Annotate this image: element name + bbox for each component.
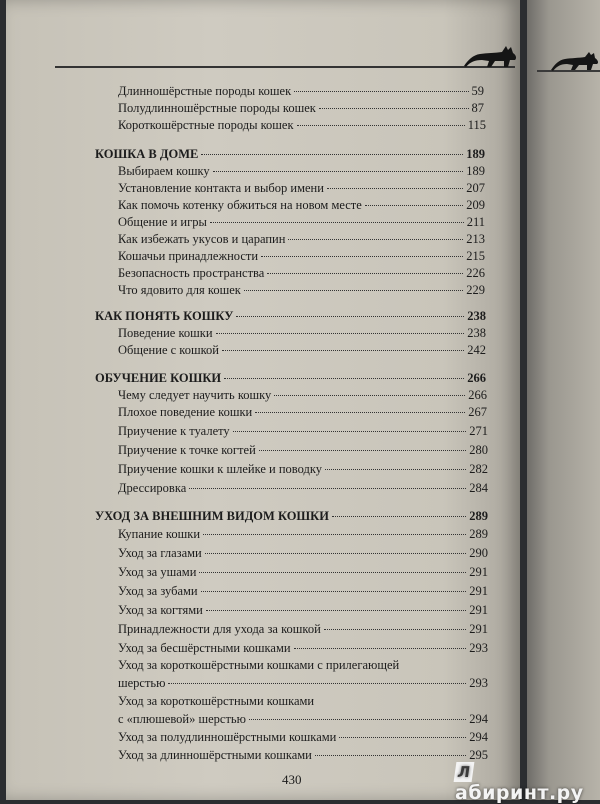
toc-entry-title: Уход за полудлинношёрстными кошками [118,730,337,744]
toc-entry [118,215,485,230]
toc-entry-title: Выбираем кошку [118,164,210,178]
toc-entry-page: 295 [469,748,488,762]
toc-entry [118,118,486,133]
toc-entry-page: 115 [467,118,486,132]
toc-entry-page: 291 [469,622,488,636]
toc-entry [118,84,484,99]
toc-leader-dots [201,591,467,592]
toc-leader-dots [294,648,467,649]
toc-entry [118,266,485,281]
toc-section-title: КАК ПОНЯТЬ КОШКУ [95,309,234,323]
toc-entry [118,603,488,618]
toc-entry-page: 189 [466,164,485,178]
toc-entry [118,101,484,116]
toc-entry [118,326,486,341]
toc-entry-title: Уход за глазами [118,546,202,560]
toc-entry-page: 289 [469,509,488,523]
toc-leader-dots [210,222,464,223]
toc-leader-dots [315,755,466,756]
toc-leader-dots [206,610,466,611]
toc-entry-title: Как помочь котенку обжиться на новом месте [118,198,362,212]
toc-entry [118,424,488,439]
toc-entry [118,584,488,599]
toc-entry [118,249,485,264]
toc-entry-page: 294 [469,712,488,726]
toc-entry-page: 211 [466,215,485,229]
toc-entry-page: 266 [468,388,487,402]
toc-entry-page: 291 [469,584,488,598]
toc-leader-dots [267,273,463,274]
toc-section-heading [95,509,488,524]
toc-entry-title: Уход за когтями [118,603,203,617]
toc-entry [118,164,485,179]
toc-entry-title: Короткошёрстные породы кошек [118,118,294,132]
toc-leader-dots [297,125,465,126]
toc-entry-page: 282 [469,462,488,476]
toc-entry-title: Длинношёрстные породы кошек [118,84,292,98]
toc-leader-dots [213,171,464,172]
toc-entry-title: Безопасность пространства [118,266,265,280]
toc-leader-dots [365,205,463,206]
toc-entry-page: 293 [469,676,488,690]
toc-entry-title: Дрессировка [118,481,187,495]
toc-entry-title: Общение и игры [118,215,207,229]
toc-leader-dots [327,188,463,189]
toc-section-title: ОБУЧЕНИЕ КОШКИ [95,371,222,385]
toc-entry-title: Купание кошки [118,527,201,541]
toc-entry-title: Приучение к туалету [118,424,230,438]
toc-entry-page: 229 [466,283,485,297]
toc-entry-title: Приучение кошки к шлейке и поводку [118,462,323,476]
toc-entry-title: Уход за короткошёрстными кошками с прилегающей [118,658,400,672]
toc-entry-title: шерстью [118,676,166,690]
toc-leader-dots [236,316,464,317]
toc-entry [118,443,488,458]
toc-entry-title: Установление контакта и выбор имени [118,181,324,195]
toc-entry-continuation [118,712,488,727]
toc-section-title: КОШКА В ДОМЕ [95,147,199,161]
toc-entry-page: 294 [469,730,488,744]
toc-leader-dots [201,154,463,155]
toc-entry-page: 189 [466,147,485,161]
toc-entry-page: 291 [469,603,488,617]
toc-leader-dots [339,737,466,738]
toc-entry [118,565,488,580]
toc-entry [118,658,488,673]
toc-leader-dots [259,450,466,451]
toc-entry [118,527,488,542]
toc-entry [118,641,488,656]
toc-leader-dots [233,431,467,432]
toc-leader-dots [216,333,465,334]
toc-leader-dots [261,256,463,257]
toc-leader-dots [325,469,466,470]
toc-leader-dots [205,553,467,554]
toc-entry [118,198,485,213]
toc-entry-title: Кошачьи принадлежности [118,249,259,263]
toc-entry-title: Чему следует научить кошку [118,388,272,402]
toc-entry-page: 266 [467,371,486,385]
toc-entry [118,622,488,637]
toc-entry-page: 238 [467,326,486,340]
toc-entry [118,181,485,196]
toc-entry-page: 290 [469,546,488,560]
toc-entry-continuation [118,676,488,691]
toc-leader-dots [332,516,466,517]
toc-entry-page: 59 [471,84,484,98]
toc-entry [118,343,486,358]
toc-entry [118,388,487,403]
toc-entry-title: Уход за короткошёрстными кошками [118,694,315,708]
toc-entry-title: Что ядовито для кошек [118,283,241,297]
toc-leader-dots [274,395,465,396]
toc-entry [118,730,488,745]
watermark-logo: Л [454,762,475,782]
toc-entry-title: Уход за зубами [118,584,198,598]
toc-leader-dots [255,412,465,413]
cat-silhouette-icon-facing [549,46,600,72]
toc-entry-page: 242 [467,343,486,357]
toc-entry-title: Уход за бесшёрстными кошками [118,641,291,655]
toc-leader-dots [244,290,463,291]
toc-entry-page: 291 [469,565,488,579]
toc-entry-page: 271 [469,424,488,438]
toc-entry-page: 280 [469,443,488,457]
watermark-text: абиринт.ру [455,782,584,804]
toc-entry-page: 267 [468,405,487,419]
toc-leader-dots [249,719,466,720]
toc-leader-dots [294,91,468,92]
toc-entry-page: 207 [466,181,485,195]
toc-entry-title: Приучение к точке когтей [118,443,256,457]
toc-section-heading [95,147,485,162]
toc-entry-page: 209 [466,198,485,212]
toc-entry-page: 293 [469,641,488,655]
toc-entry [118,405,487,420]
toc-entry-title: Уход за длинношёрстными кошками [118,748,312,762]
toc-entry [118,232,485,247]
toc-entry-title: Принадлежности для ухода за кошкой [118,622,321,636]
toc-entry-page: 238 [467,309,486,323]
toc-entry-title: Плохое поведение кошки [118,405,253,419]
toc-entry-title: Уход за ушами [118,565,197,579]
toc-entry-title: Поведение кошки [118,326,213,340]
toc-section-heading [95,371,486,386]
toc-section-heading [95,309,486,324]
toc-leader-dots [288,239,463,240]
toc-entry-page: 226 [466,266,485,280]
toc-leader-dots [199,572,466,573]
toc-entry-page: 215 [466,249,485,263]
toc-entry [118,283,485,298]
toc-entry [118,748,488,763]
toc-entry-title: Полудлинношёрстные породы кошек [118,101,316,115]
toc-leader-dots [203,534,466,535]
toc-entry-title: с «плюшевой» шерстью [118,712,246,726]
toc-entry [118,481,488,496]
toc-leader-dots [168,683,466,684]
toc-leader-dots [324,629,466,630]
toc-entry-page: 213 [466,232,485,246]
watermark [455,760,600,804]
toc-entry [118,462,488,477]
toc-entry-page: 284 [469,481,488,495]
toc-entry-title: Общение с кошкой [118,343,219,357]
toc-leader-dots [189,488,466,489]
toc-leader-dots [222,350,464,351]
page-number: 430 [282,772,302,787]
facing-page-edge [527,0,600,800]
toc-entry-title: Как избежать укусов и царапин [118,232,286,246]
toc-leader-dots [224,378,464,379]
toc-entry [118,694,488,709]
toc-section-title: УХОД ЗА ВНЕШНИМ ВИДОМ КОШКИ [95,509,329,523]
toc-entry-page: 87 [471,101,484,115]
toc-entry-page: 289 [469,527,488,541]
toc-leader-dots [319,108,469,109]
toc-entry [118,546,488,561]
